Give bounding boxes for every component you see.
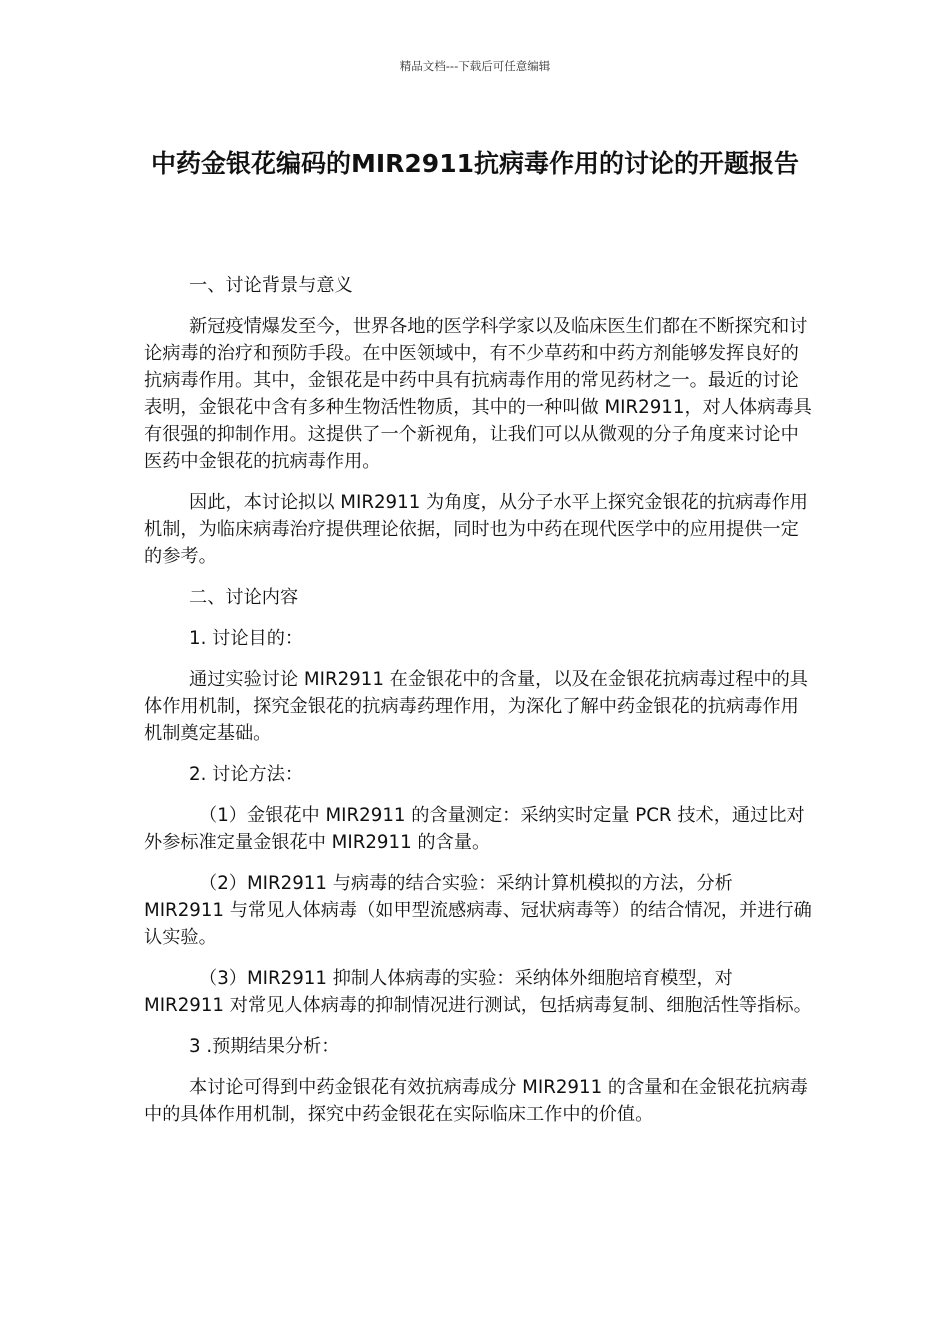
paragraph-background-1: 新冠疫情爆发至今，世界各地的医学科学家以及临床医生们都在不断探究和讨论病毒的治疗和预防手段。在中医领域中，有不少草药和中药方剂能够发挥良好的抗病毒作用。其中，金银花是中药中具有抗病毒作用的常见药材之一。最近的讨论表明，金银花中含有多种生物活性物质，其中的一种叫做 MIR2911，对人体病毒具有很强的抑制作用。这提供了一个新视角，让我们可以从微观的分子角度来讨论中医药中金银花的抗病毒作用。: [144, 316, 812, 472]
paragraph-background-2: 因此，本讨论拟以 MIR2911 为角度，从分子水平上探究金银花的抗病毒作用机制，为临床病毒治疗提供理论依据，同时也为中药在现代医学中的应用提供一定的参考。: [144, 492, 808, 567]
section-heading-content: 二、讨论内容: [189, 587, 299, 608]
section-heading-background: 一、讨论背景与意义: [189, 275, 353, 296]
paragraph-expected-results: 本讨论可得到中药金银花有效抗病毒成分 MIR2911 的含量和在金银花抗病毒中的具体作用机制，探究中药金银花在实际临床工作中的价值。: [144, 1077, 808, 1125]
paragraph-purpose: 通过实验讨论 MIR2911 在金银花中的含量，以及在金银花抗病毒过程中的具体作用机制，探究金银花的抗病毒药理作用，为深化了解中药金银花的抗病毒作用机制奠定基础。: [144, 669, 808, 744]
method-item-2: （2）MIR2911 与病毒的结合实验：采纳计算机模拟的方法，分析 MIR2911 与常见人体病毒（如甲型流感病毒、冠状病毒等）的结合情况，并进行确认实验。: [144, 873, 812, 948]
page-header: 精品文档---下载后可任意编辑: [399, 59, 551, 73]
document-title: 中药金银花编码的MIR2911抗病毒作用的讨论的开题报告: [150, 149, 799, 178]
method-item-1: （1）金银花中 MIR2911 的含量测定：采纳实时定量 PCR 技术，通过比对外参标准定量金银花中 MIR2911 的含量。: [144, 805, 805, 853]
document-body: [144, 272, 816, 1142]
subheading-expected-results: 3 .预期结果分析：: [189, 1036, 340, 1057]
method-item-3: （3）MIR2911 抑制人体病毒的实验：采纳体外细胞培育模型，对 MIR2911 对常见人体病毒的抑制情况进行测试，包括病毒复制、细胞活性等指标。: [144, 968, 812, 1016]
subheading-purpose: 1. 讨论目的：: [189, 628, 304, 649]
subheading-methods: 2. 讨论方法：: [189, 764, 304, 785]
